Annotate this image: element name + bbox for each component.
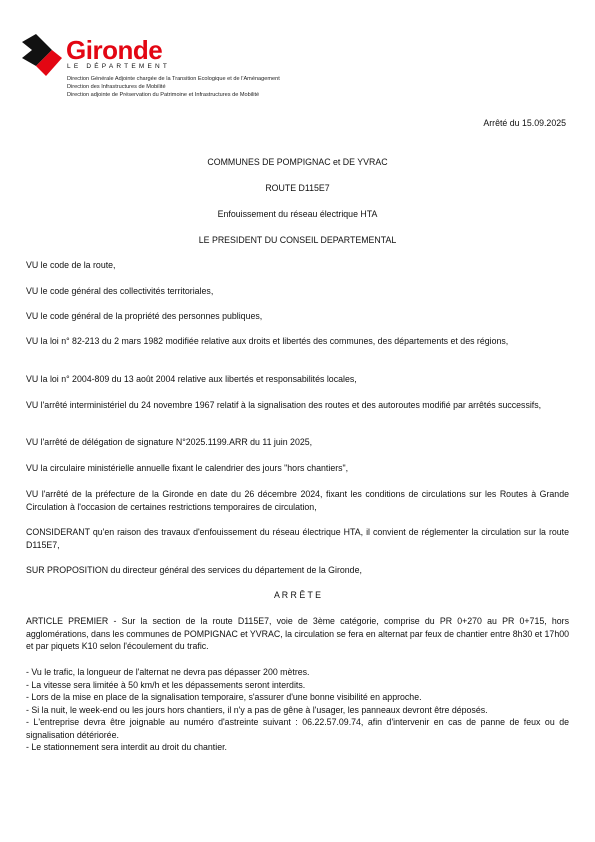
brand-name: Gironde [66, 35, 163, 65]
consideration-code-route: VU le code de la route, [26, 260, 116, 270]
considerant-paragraph: CONSIDERANT qu'en raison des travaux d'enfouissement du réseau électrique HTA, il convient de réglementer la circulation sur la route D115E7, [26, 527, 569, 550]
arrete-date: Arrêté du 15.09.2025 [483, 118, 566, 128]
list-item: - Le stationnement sera interdit au droit du chantier. [26, 742, 227, 752]
list-item: - Lors de la mise en place de la signalisation temporaire, s'assurer d'une bonne visibilité en approche. [26, 692, 422, 702]
direction-line-1: Direction Générale Adjointe chargée de la Transition Ecologique et de l'Aménagement [67, 76, 280, 82]
list-item: - L'entreprise devra être joignable au numéro d'astreinte suivant : 06.22.57.09.74, afin d'intervenir en cas de panne de feux ou de signalisation détériorée. [26, 717, 569, 740]
gironde-logo-icon [22, 32, 62, 78]
consideration-arrete-1967: VU l'arrêté interministériel du 24 novembre 1967 relatif à la signalisation des routes et des autoroutes modifié par arrêtés successifs, [26, 400, 542, 410]
consideration-loi-2004: VU la loi n° 2004-809 du 13 août 2004 relative aux libertés et responsabilités locales, [26, 374, 357, 384]
consideration-cgppp: VU le code général de la propriété des personnes publiques, [26, 311, 263, 321]
route-heading: ROUTE D115E7 [265, 183, 330, 193]
list-item: - Vu le trafic, la longueur de l'alternat ne devra pas dépasser 200 mètres. [26, 667, 310, 677]
communes-heading: COMMUNES DE POMPIGNAC et DE YVRAC [207, 157, 388, 167]
consideration-loi-1982: VU la loi n° 82-213 du 2 mars 1982 modifiée relative aux droits et libertés des communes, des départements et des régions, [26, 336, 509, 346]
authority-heading: LE PRESIDENT DU CONSEIL DEPARTEMENTAL [198, 235, 397, 245]
article-premier: ARTICLE PREMIER - Sur la section de la route D115E7, voie de 3ème catégorie, comprise du PR 0+270 au PR 0+715, hors agglomérations, dans les communes de POMPIGNAC et YVRAC, la circulation se fera en alternat par feux de chantier entre 8h30 et 17h00 et par piquets K10 selon l'écoulement du trafic. [26, 616, 569, 651]
article-bullet-list [26, 666, 569, 754]
arrete-heading: A R R Ê T E [273, 590, 322, 600]
consideration-cgct: VU le code général des collectivités territoriales, [26, 286, 214, 296]
sur-proposition-paragraph: SUR PROPOSITION du directeur général des services du département de la Gironde, [26, 565, 362, 575]
subject-heading: Enfouissement du réseau électrique HTA [217, 209, 378, 219]
consideration-circulaire: VU la circulaire ministérielle annuelle fixant le calendrier des jours "hors chantiers", [26, 463, 349, 473]
direction-line-2: Direction des Infrastructures de Mobilité [67, 84, 166, 90]
consideration-delegation: VU l'arrêté de délégation de signature N°2025.1199.ARR du 11 juin 2025, [26, 437, 313, 447]
consideration-prefecture: VU l'arrêté de la préfecture de la Gironde en date du 26 décembre 2024, fixant les conditions de circulations sur les Routes à Grande Circulation à l'occasion de certaines restrictions temporaires de circulation, [26, 489, 569, 512]
brand-subtitle: LE DÉPARTEMENT [67, 63, 171, 70]
list-item: - Si la nuit, le week-end ou les jours hors chantiers, il n'y a pas de gêne à l'usager, les panneaux devront être déposés. [26, 704, 488, 715]
list-item: - La vitesse sera limitée à 50 km/h et les dépassements seront interdits. [26, 679, 306, 690]
direction-line-3: Direction adjointe de Préservation du Patrimoine et Infrastructures de Mobilité [67, 92, 260, 98]
